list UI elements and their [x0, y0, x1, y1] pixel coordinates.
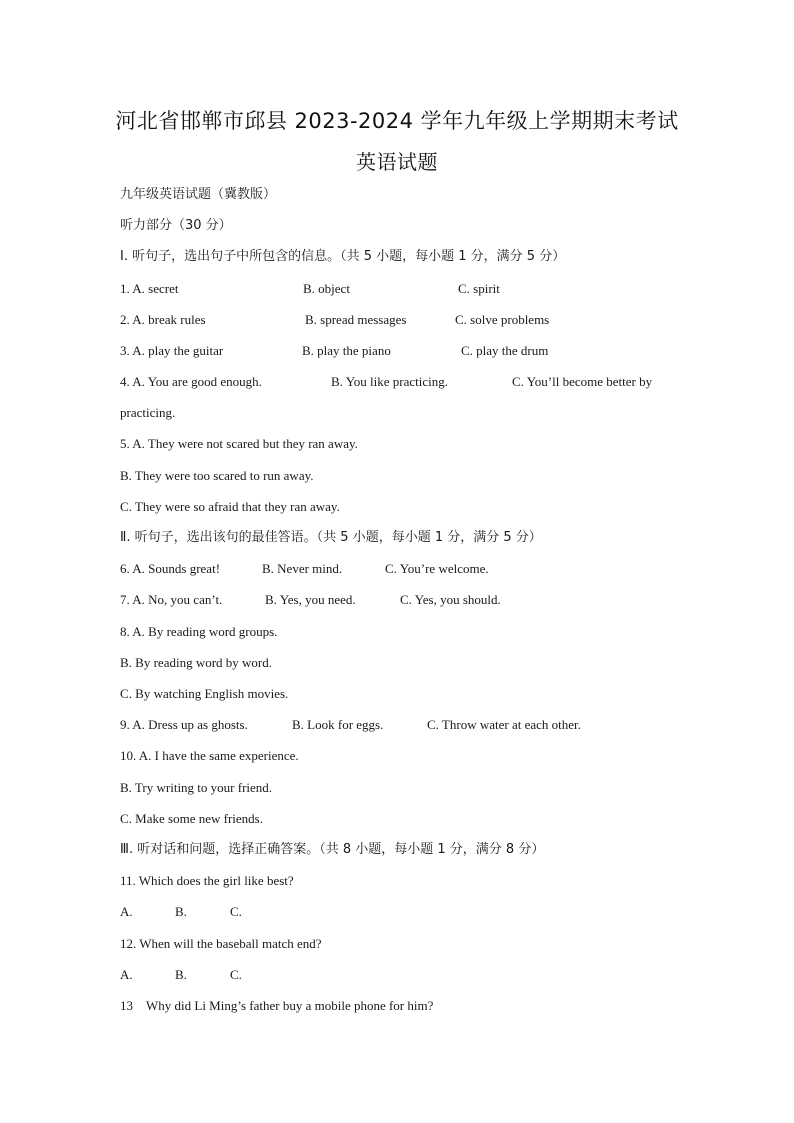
q1-option-a: 1. A. secret [120, 281, 179, 296]
q4-option-c-continued: practicing. [120, 405, 176, 420]
q11-question: 11. Which does the girl like best? [120, 873, 294, 888]
q6-option-c: C. You’re welcome. [385, 561, 489, 576]
q5-option-a: 5. A. They were not scared but they ran away. [120, 436, 358, 451]
q12-option-c: C. [230, 967, 242, 982]
q1-option-b: B. object [303, 281, 350, 296]
q7-option-b: B. Yes, you need. [265, 592, 356, 607]
q10-option-c: C. Make some new friends. [120, 811, 263, 826]
q3-option-b: B. play the piano [302, 343, 391, 358]
q4-option-b: B. You like practicing. [331, 374, 448, 389]
q7-option-c: C. Yes, you should. [400, 592, 501, 607]
q8-option-a: 8. A. By reading word groups. [120, 624, 278, 639]
part2-heading: Ⅱ. 听句子，选出该句的最佳答语。（共 5 小题，每小题 1 分，满分 5 分） [120, 530, 542, 545]
q8-option-b: B. By reading word by word. [120, 655, 273, 670]
q6-option-b: B. Never mind. [262, 561, 343, 576]
q12-question: 12. When will the baseball match end? [120, 936, 322, 951]
part1-heading: I. 听句子，选出句子中所包含的信息。（共 5 小题，每小题 1 分，满分 5 分） [120, 249, 566, 264]
q12-option-b: B. [175, 967, 187, 982]
q7-option-a: 7. A. No, you can’t. [120, 592, 223, 607]
q4-option-a: 4. A. You are good enough. [120, 374, 262, 389]
q9-option-c: C. Throw water at each other. [427, 717, 581, 732]
q3-option-a: 3. A. play the guitar [120, 343, 224, 358]
q5-option-b: B. They were too scared to run away. [120, 468, 314, 483]
part3-heading: Ⅲ. 听对话和问题，选择正确答案。（共 8 小题，每小题 1 分，满分 8 分） [120, 842, 545, 857]
q13-question: 13 Why did Li Ming’s father buy a mobile phone for him? [120, 998, 434, 1013]
q8-option-c: C. By watching English movies. [120, 686, 289, 701]
q12-option-a: A. [120, 967, 133, 982]
q9-option-a: 9. A. Dress up as ghosts. [120, 717, 248, 732]
q1-option-c: C. spirit [458, 281, 500, 296]
q5-option-c: C. They were so afraid that they ran away. [120, 499, 340, 514]
listening-section-heading: 听力部分（30 分） [120, 218, 232, 233]
q11-option-a: A. [120, 904, 133, 919]
document-title: 河北省邯郸市邱县 2023-2024 学年九年级上学期期末考试 [115, 109, 679, 133]
q11-option-b: B. [175, 904, 187, 919]
q2-option-b: B. spread messages [305, 312, 407, 327]
q6-option-a: 6. A. Sounds great! [120, 561, 221, 576]
q11-option-c: C. [230, 904, 242, 919]
q3-option-c: C. play the drum [461, 343, 549, 358]
q2-option-c: C. solve problems [455, 312, 550, 327]
q10-option-b: B. Try writing to your friend. [120, 780, 273, 795]
q10-option-a: 10. A. I have the same experience. [120, 748, 299, 763]
q4-option-c: C. You’ll become better by [512, 374, 653, 389]
exam-subtitle: 九年级英语试题（冀教版） [120, 187, 277, 202]
q2-option-a: 2. A. break rules [120, 312, 206, 327]
q9-option-b: B. Look for eggs. [292, 717, 384, 732]
document-subtitle: 英语试题 [356, 150, 438, 174]
